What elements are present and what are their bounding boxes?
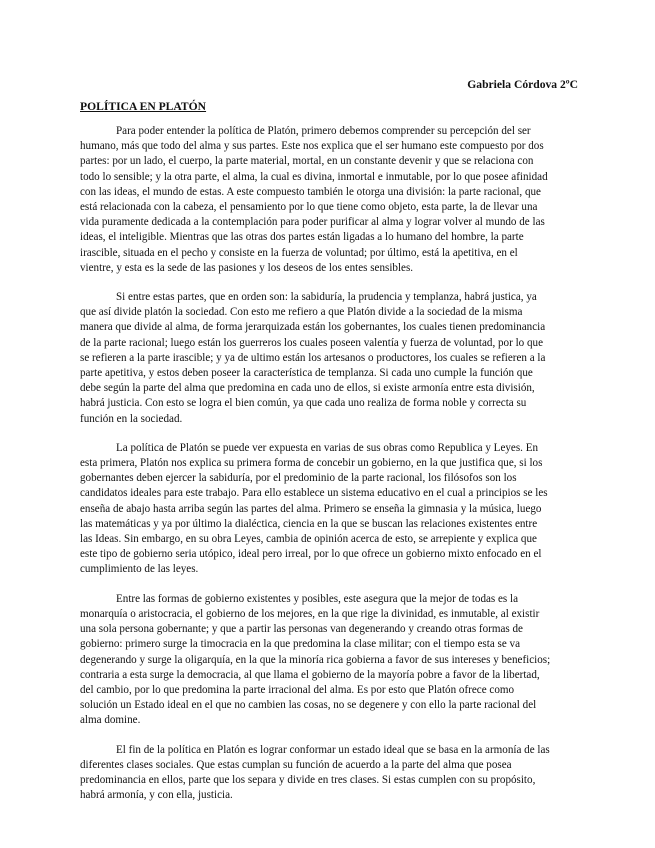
paragraph-line: degenerando y surge la oligarquía, en la que la minoría rica gobierna a favor de sus intereses y beneficios; bbox=[80, 653, 551, 666]
paragraph bbox=[80, 592, 576, 729]
paragraph-line: que así divide platón la sociedad. Con esto me refiero a que Platón divide a la sociedad de la misma bbox=[80, 306, 523, 319]
paragraph-line: habrá armonía, y con ella, justicia. bbox=[80, 789, 233, 802]
paragraph-line: solución un Estado ideal en el que no cambien las cosas, no se degenere y con ello la parte racional del bbox=[80, 699, 537, 712]
paragraph-line: las matemáticas y ya por último la dialéctica, ciencia en la que se buscan las relaciones existentes entre bbox=[80, 517, 538, 530]
paragraph-line: humano, más que todo del alma y sus partes. Este nos explica que el ser humano este compuesto por dos bbox=[80, 140, 544, 153]
paragraph-line: función en la sociedad. bbox=[80, 412, 183, 425]
paragraph-line: Para poder entender la política de Platón, primero debemos comprender su percepción del ser bbox=[116, 125, 531, 137]
paragraph-line: enseña de abajo hasta arriba según las partes del alma. Primero se enseña la gimnasia y la música, luego bbox=[80, 502, 542, 515]
paragraph-line: Entre las formas de gobierno existentes y posibles, este asegura que la mejor de todas es la bbox=[116, 592, 519, 605]
paragraph-line: con las ideas, el mundo de estas. A este compuesto también le otorga una división: la parte racional, que bbox=[80, 185, 541, 198]
paragraph-line: del cambio, por lo que predomina la parte irracional del alma. Es por esto que Platón ofrece como bbox=[80, 683, 515, 696]
author-name: Gabriela Córdova 2ºC bbox=[467, 78, 578, 91]
paragraph-line: está relacionada con la cabeza, el pensamiento por lo que tiene como objeto, esta parte, la de llevar una bbox=[80, 201, 538, 214]
paragraph-line: diferentes clases sociales. Que estas cumplan su función de acuerdo a la parte del alma que posea bbox=[80, 758, 512, 771]
paragraph bbox=[80, 124, 576, 276]
paragraph-line: candidatos ideales para este trabajo. Para ello establece un sistema educativo en el cual a principios se les bbox=[80, 487, 548, 500]
paragraph bbox=[80, 743, 576, 804]
paragraph-line: de la parte racional; luego están los guerreros los cuales poseen valentía y fuerza de voluntad, por lo que bbox=[80, 336, 543, 349]
paragraph-line: esta primera, Platón nos explica su primera forma de concebir un gobierno, en la que justifica que, si los bbox=[80, 457, 543, 470]
paragraph-line: El fin de la política en Platón es lograr conformar un estado ideal que se basa en la armonía de las bbox=[116, 743, 550, 756]
paragraph-line: gobernantes deben ejercer la sabiduría, por el predominio de la parte racional, los filósofos son los bbox=[80, 472, 517, 485]
paragraph-line: gobierno: primero surge la timocracia en la que predomina la clase militar; con el tiempo esta se va bbox=[80, 638, 520, 651]
paragraph bbox=[80, 290, 576, 427]
paragraph-line: debe según la parte del alma que predomina en cada uno de ellos, si existe armonía entre esta división, bbox=[80, 382, 535, 395]
document-title: POLÍTICA EN PLATÓN bbox=[80, 100, 207, 113]
paragraph-line: predominancia en ellos, parte que los separa y divide en tres clases. Si estas cumplen con su propósito, bbox=[80, 773, 536, 786]
paragraph-line: vida puramente dedicada a la contemplación para poder purificar al alma y lograr volver al mundo de las bbox=[80, 216, 545, 229]
paragraph-line: se refieren a la parte irascible; y ya de ultimo están los artesanos o productores, los cuales se refieren a la bbox=[80, 351, 546, 364]
paragraph-line: manera que divide al alma, de forma jerarquizada están los gobernantes, los cuales tienen predominancia bbox=[80, 321, 546, 334]
paragraph-line: La política de Platón se puede ver expuesta en varias de sus obras como Republica y Leyes. En bbox=[116, 441, 539, 454]
paragraph-line: cumplimiento de las leyes. bbox=[80, 563, 199, 576]
paragraph-line: las Ideas. Sin embargo, en su obra Leyes, cambia de opinión acerca de esto, se arrepiente y explica que bbox=[80, 533, 537, 546]
paragraph-line: contraria a esta surge la democracia, al que llama el gobierno de la mayoría pobre a favor de la libertad, bbox=[80, 668, 540, 681]
paragraph-line: parte apetitiva, y estos deben poseer la característica de templanza. Si cada uno cumple la función que bbox=[80, 367, 533, 380]
paragraph-line: una sola persona gobernante; y que a partir las personas van degenerando y creando otras formas de bbox=[80, 623, 523, 636]
paragraph-line: ideas, el inteligible. Mientras que las otras dos partes están ligadas a lo humano del hombre, la parte bbox=[80, 231, 524, 244]
document-body bbox=[80, 124, 576, 817]
paragraph bbox=[80, 441, 576, 578]
paragraph-line: todo lo sensible; y la otra parte, el alma, la cual es divina, inmortal e inmutable, por lo que posee afinidad bbox=[80, 170, 548, 183]
paragraph-line: monarquía o aristocracia, el gobierno de los mejores, en la que rige la divinidad, es inmutable, al existir bbox=[80, 607, 540, 620]
paragraph-line: vientre, y esta es la sede de las pasiones y los deseos de los entes sensibles. bbox=[80, 261, 414, 274]
paragraph-line: Si entre estas partes, que en orden son: la sabiduría, la prudencia y templanza, habrá justica, ya bbox=[116, 291, 537, 304]
paragraph-line: habrá justicia. Con esto se logra el bien común, ya que cada uno realiza de forma noble y correcta su bbox=[80, 397, 527, 410]
paragraph-line: alma domine. bbox=[80, 714, 141, 727]
paragraph-line: partes: por un lado, el cuerpo, la parte material, mortal, en un constante devenir y que se relaciona con bbox=[80, 155, 534, 168]
paragraph-line: este tipo de gobierno seria utópico, ideal pero irreal, por lo que ofrece un gobierno mixto enfocado en el bbox=[80, 548, 542, 561]
paragraph-line: irascible, situada en el pecho y consiste en la fuerza de voluntad; por último, está la apetitiva, en el bbox=[80, 246, 518, 259]
